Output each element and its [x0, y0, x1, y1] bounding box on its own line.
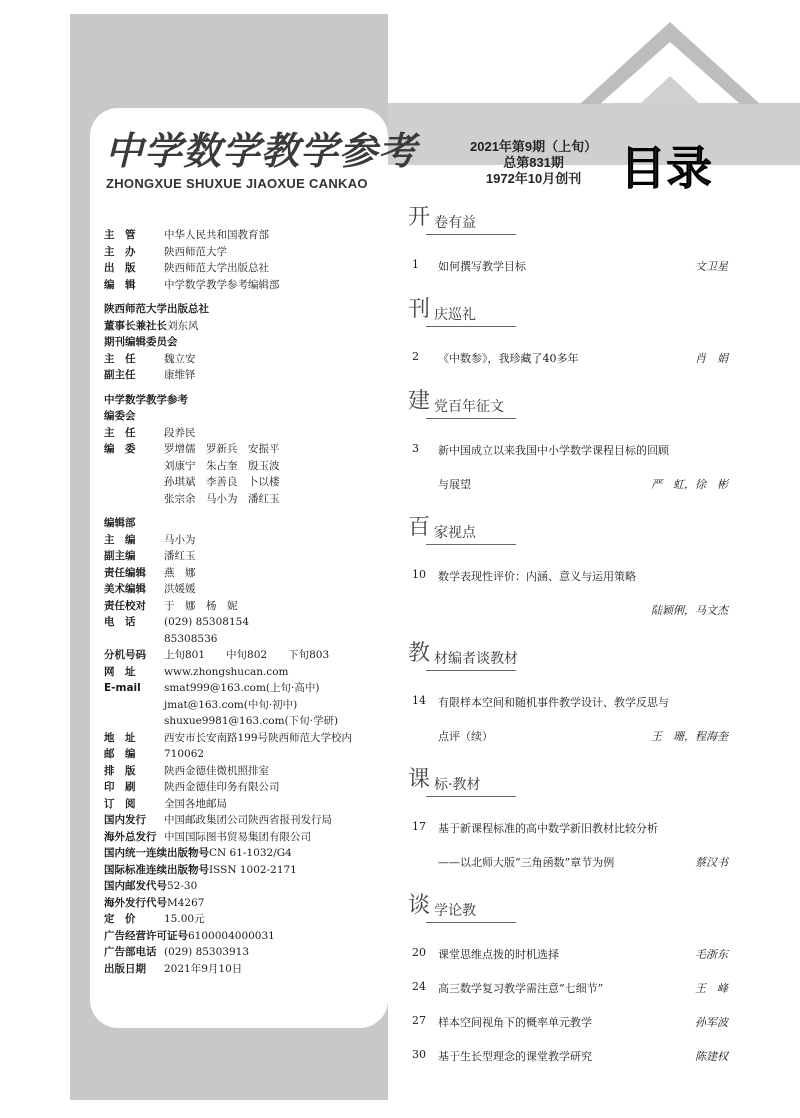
spacer — [104, 384, 384, 392]
info-row — [104, 548, 384, 565]
info-row — [104, 260, 384, 277]
journal-logo-en: ZHONGXUE SHUXUE JIAOXUE CANKAO — [106, 176, 368, 191]
spacer — [104, 507, 384, 515]
info-label: 出 版 — [104, 262, 136, 274]
section-initial: 课 — [408, 767, 431, 792]
section-initial: 建 — [408, 389, 431, 414]
info-row — [104, 862, 384, 879]
info-row — [104, 730, 384, 747]
section-initial: 谈 — [408, 893, 431, 918]
info-value: 中国邮政集团公司陕西省报刊发行局 — [164, 814, 332, 826]
section-name: 庆巡礼 — [434, 307, 476, 323]
info-label: 地 址 — [104, 731, 136, 744]
info-label: 定 价 — [104, 913, 136, 925]
info-value: 中国国际图书贸易集团有限公司 — [164, 830, 311, 843]
article-author: 严 虹，徐 彬 — [651, 478, 728, 491]
info-row — [104, 227, 384, 244]
toc-entry[interactable] — [408, 1048, 738, 1070]
info-row — [104, 895, 384, 912]
info-value: 刘东风 — [167, 319, 199, 332]
info-label: 主 办 — [104, 245, 136, 258]
toc-entry[interactable] — [408, 694, 738, 716]
info-label: 编 委 — [104, 443, 136, 455]
info-value: 陕西师范大学出版总社 — [164, 262, 269, 274]
info-continued: 85308536 — [164, 632, 218, 645]
info-heading: 期刊编辑委员会 — [104, 336, 178, 348]
info-label: 副主编 — [104, 550, 136, 562]
article-title: 高三数学复习教学需注意“七细节” — [438, 982, 604, 995]
spacer — [408, 922, 738, 946]
issue-number: 2021年第9期（上旬） — [470, 139, 598, 154]
section-underline — [426, 544, 516, 545]
info-label: 电 话 — [104, 616, 136, 628]
issue-info — [470, 139, 597, 187]
section-underline — [426, 234, 516, 235]
toc-section-header — [408, 292, 738, 326]
info-continued: jmat@163.com(中旬·初中) — [164, 698, 298, 711]
section-name: 学论教 — [434, 903, 476, 919]
page-number: 3 — [412, 442, 419, 455]
section-underline — [426, 670, 516, 671]
info-value: 全国各地邮局 — [164, 797, 227, 810]
info-row — [104, 647, 384, 664]
info-value: 陕西金德佳微机照排室 — [164, 764, 269, 777]
info-value: 洪媛媛 — [164, 583, 196, 595]
article-author: 陈建权 — [695, 1050, 728, 1063]
spacer — [408, 544, 738, 568]
info-label: 广告经营许可证号 — [104, 929, 188, 942]
info-value: 段养民 — [164, 426, 196, 439]
page-number: 27 — [412, 1014, 426, 1027]
info-value: 康维铎 — [164, 369, 196, 381]
toc-entry[interactable] — [408, 820, 738, 842]
article-title: ——以北师大版“三角函数”章节为例 — [438, 856, 615, 869]
page-number: 17 — [412, 820, 426, 833]
spacer — [408, 796, 738, 820]
info-row — [104, 367, 384, 384]
spacer — [408, 624, 738, 636]
info-row — [104, 244, 384, 261]
info-label: 责任校对 — [104, 599, 146, 612]
total-issue: 总第831期 — [503, 155, 564, 170]
spacer — [104, 293, 384, 301]
info-value: 52-30 — [167, 880, 198, 892]
toc-entry[interactable] — [408, 602, 738, 624]
section-name: 卷有益 — [434, 215, 476, 231]
info-value: 马小为 — [164, 533, 196, 546]
section-initial: 刊 — [408, 297, 431, 322]
article-author: 王 峰 — [695, 982, 728, 995]
info-value: www.zhongshucan.com — [164, 665, 289, 678]
spacer — [408, 372, 738, 384]
toc-section-header — [408, 762, 738, 796]
info-heading: 陕西师范大学出版总社 — [104, 303, 209, 315]
info-row — [104, 565, 384, 582]
toc-entry[interactable] — [408, 442, 738, 464]
info-value: (029) 85303913 — [164, 946, 250, 958]
info-row — [104, 581, 384, 598]
roof-graphic — [580, 20, 760, 105]
toc-entry[interactable] — [408, 568, 738, 590]
info-row — [104, 277, 384, 294]
info-row — [104, 351, 384, 368]
section-initial: 教 — [408, 641, 431, 666]
toc-section-header — [408, 888, 738, 922]
info-value: CN 61-1032/G4 — [209, 847, 292, 859]
info-continued: 张宗余 马小为 潘红玉 — [164, 492, 280, 505]
info-value: 6100004000031 — [188, 929, 275, 942]
spacer — [408, 234, 738, 258]
toc-section-header — [408, 636, 738, 670]
info-row — [104, 598, 384, 615]
article-title: 点评（续） — [438, 730, 493, 743]
article-title: 《中数参》，我珍藏了40多年 — [438, 352, 579, 365]
info-label: 排 版 — [104, 764, 136, 777]
toc-title: 目录 — [620, 141, 712, 195]
info-label: 海外总发行 — [104, 830, 157, 843]
info-row — [104, 878, 384, 895]
toc-entry[interactable] — [408, 1014, 738, 1036]
info-row — [104, 318, 384, 335]
info-value: 西安市长安南路199号陕西师范大学校内 — [164, 731, 353, 744]
section-underline — [426, 326, 516, 327]
info-label: 副主任 — [104, 369, 136, 381]
info-row — [104, 796, 384, 813]
table-of-contents — [408, 200, 738, 1082]
spacer — [408, 280, 738, 292]
toc-entry[interactable] — [408, 980, 738, 1002]
info-row — [104, 779, 384, 796]
info-row — [104, 961, 384, 978]
spacer — [408, 418, 738, 442]
section-initial: 开 — [408, 205, 431, 230]
page-number: 14 — [412, 694, 426, 707]
toc-entry[interactable] — [408, 476, 738, 498]
info-row — [104, 441, 384, 458]
info-value: 罗增儒 罗新兵 安振平 — [164, 443, 280, 455]
info-row — [104, 532, 384, 549]
spacer — [408, 1070, 738, 1082]
founded: 1972年10月创刊 — [485, 171, 582, 186]
info-value: 中华人民共和国教育部 — [164, 229, 269, 241]
section-underline — [426, 796, 516, 797]
info-label: 国内统一连续出版物号 — [104, 847, 209, 859]
article-title: 基于新课程标准的高中数学新旧教材比较分析 — [438, 822, 658, 835]
info-label: 网 址 — [104, 665, 136, 678]
info-row — [104, 746, 384, 763]
article-title: 有限样本空间和随机事件教学设计、教学反思与 — [438, 696, 669, 709]
info-label: 印 刷 — [104, 781, 136, 793]
section-underline — [426, 922, 516, 923]
spacer — [408, 968, 738, 980]
toc-entry[interactable] — [408, 728, 738, 750]
info-label: 董事长兼社长 — [104, 319, 167, 332]
info-value: 燕 娜 — [164, 566, 196, 579]
info-row — [104, 928, 384, 945]
info-row — [104, 680, 384, 697]
info-row — [104, 944, 384, 961]
article-author: 王 珊，程海奎 — [651, 730, 728, 743]
info-label: 出版日期 — [104, 962, 146, 975]
page-number: 2 — [412, 350, 419, 363]
toc-section-header — [408, 384, 738, 418]
info-label: 分机号码 — [104, 649, 146, 661]
info-continued: 刘康宁 朱占奎 殷玉波 — [164, 459, 280, 472]
info-label: 国际标准连续出版物号 — [104, 863, 209, 876]
page-number: 20 — [412, 946, 426, 959]
spacer — [408, 464, 738, 476]
info-label: 国内邮发代号 — [104, 880, 167, 892]
section-name: 家视点 — [434, 525, 476, 541]
info-label: 编 辑 — [104, 278, 136, 291]
info-continued: shuxue9981@163.com(下旬·学研) — [164, 715, 339, 727]
section-name: 材编者谈教材 — [434, 651, 518, 667]
article-title: 新中国成立以来我国中小学数学课程目标的回顾 — [438, 444, 669, 457]
masthead-info — [104, 227, 384, 977]
page-number: 10 — [412, 568, 426, 581]
info-row — [104, 829, 384, 846]
spacer — [408, 498, 738, 510]
info-value: ISSN 1002-2171 — [209, 863, 297, 876]
article-title: 基于生长型理念的课堂教学研究 — [438, 1050, 592, 1063]
article-title: 数学表现性评价：内涵、意义与运用策略 — [438, 570, 636, 583]
spacer — [408, 876, 738, 888]
info-label: 广告部电话 — [104, 946, 157, 958]
spacer — [408, 716, 738, 728]
info-row — [104, 763, 384, 780]
spacer — [408, 842, 738, 854]
toc-section-header — [408, 510, 738, 544]
info-continued: 孙琪斌 李善良 卜以楼 — [164, 476, 280, 488]
info-label: 主 管 — [104, 229, 136, 241]
info-label: 订 阅 — [104, 797, 136, 810]
info-heading: 中学数学教学参考 — [104, 393, 188, 406]
article-title: 与展望 — [438, 478, 471, 491]
toc-entry[interactable] — [408, 258, 738, 280]
toc-section-header — [408, 200, 738, 234]
info-value: 2021年9月10日 — [164, 962, 243, 975]
article-author: 孙军波 — [695, 1016, 728, 1029]
page-number: 24 — [412, 980, 426, 993]
spacer — [408, 750, 738, 762]
article-author: 蔡汉书 — [695, 856, 728, 869]
info-value: 中学数学教学参考编辑部 — [164, 278, 280, 291]
journal-logo: 中学数学教学参考 — [105, 128, 418, 173]
info-label: 责任编辑 — [104, 566, 146, 579]
info-value: 上旬801 中旬802 下旬803 — [164, 649, 330, 661]
article-author: 文卫星 — [695, 260, 728, 273]
page-number: 30 — [412, 1048, 426, 1061]
toc-entry[interactable] — [408, 854, 738, 876]
spacer — [408, 670, 738, 694]
info-value: 陕西师范大学 — [164, 245, 227, 258]
info-heading: 编辑部 — [104, 517, 136, 529]
info-label: 主 任 — [104, 352, 136, 365]
info-row — [104, 614, 384, 631]
info-label: 主 编 — [104, 533, 136, 546]
info-value: 15.00元 — [164, 913, 205, 925]
spacer — [408, 1002, 738, 1014]
info-label: 海外发行代号 — [104, 896, 167, 909]
info-row — [104, 845, 384, 862]
toc-entry[interactable] — [408, 946, 738, 968]
section-initial: 百 — [408, 515, 431, 540]
info-label: 主 任 — [104, 426, 136, 439]
info-heading: 编委会 — [104, 410, 136, 422]
info-value: (029) 85308154 — [164, 616, 250, 628]
section-name: 标·教材 — [434, 777, 481, 793]
article-title: 样本空间视角下的概率单元教学 — [438, 1016, 592, 1029]
section-name: 党百年征文 — [434, 399, 504, 415]
toc-entry[interactable] — [408, 350, 738, 372]
article-title: 课堂思维点拨的时机选择 — [438, 948, 559, 961]
info-value: 陕西金德佳印务有限公司 — [164, 781, 280, 793]
spacer — [408, 590, 738, 602]
section-underline — [426, 418, 516, 419]
info-row — [104, 664, 384, 681]
article-author: 毛浙东 — [695, 948, 728, 961]
article-author: 肖 娟 — [695, 352, 728, 365]
info-label: 美术编辑 — [104, 583, 146, 595]
info-value: M4267 — [167, 896, 205, 909]
article-author: 陆颖俐，马文杰 — [651, 604, 728, 617]
spacer — [408, 326, 738, 350]
info-value: 于 娜 杨 妮 — [164, 599, 238, 612]
info-row — [104, 812, 384, 829]
spacer — [408, 1036, 738, 1048]
page-number: 1 — [412, 258, 419, 271]
info-value: 潘红玉 — [164, 550, 196, 562]
info-label: E-mail — [104, 682, 141, 694]
info-row — [104, 911, 384, 928]
article-title: 如何撰写教学目标 — [438, 260, 526, 273]
info-label: 邮 编 — [104, 748, 136, 760]
info-label: 国内发行 — [104, 814, 146, 826]
info-value: smat999@163.com(上旬·高中) — [164, 682, 320, 694]
info-value: 魏立安 — [164, 352, 196, 365]
info-row — [104, 425, 384, 442]
info-value: 710062 — [164, 748, 205, 760]
